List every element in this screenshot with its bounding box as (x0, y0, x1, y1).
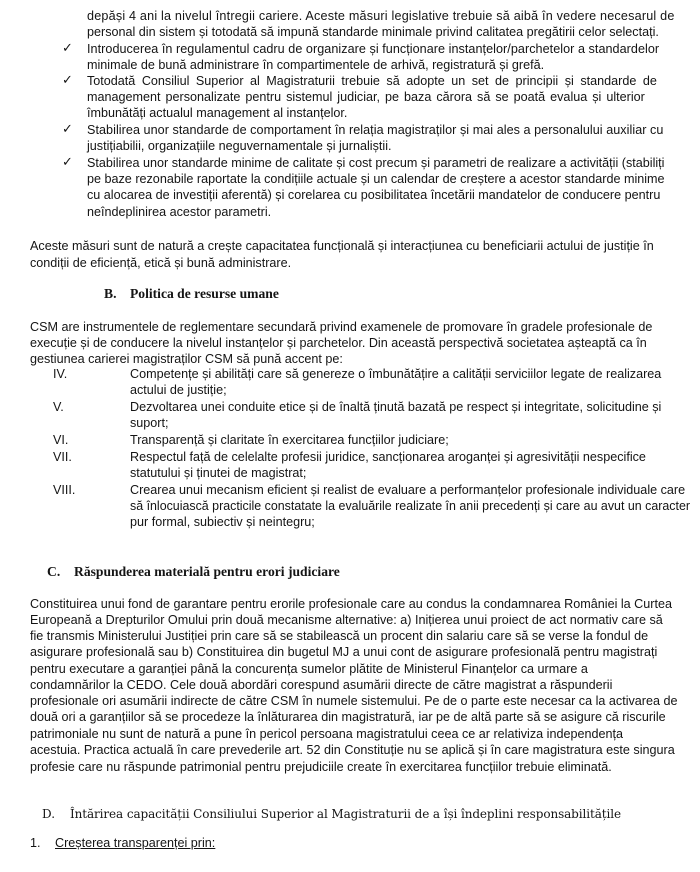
section-d-letter: D. (42, 807, 56, 821)
roman-item-4-line-1: să înlocuiască practicile constatate la evaluările realizate în anii precedenți și care au avut un caracter (130, 499, 691, 513)
item-text: Creșterea transparenței prin: (55, 836, 216, 850)
checkmark-icon: ✓ (62, 41, 73, 56)
paragraph-3-line-9: acestuia. Practica actuală în care prevederile art. 52 din Constituție nu se aplică și în care magistratura este singura (30, 743, 675, 757)
section-c-letter: C. (47, 564, 61, 579)
check-item-3-line-0: Stabilirea unor standarde de comportament în relația magistraților și mai ales a personalului auxiliar cu (87, 123, 664, 137)
roman-item-1-line-1: suport; (130, 416, 169, 430)
checkmark-icon: ✓ (62, 73, 73, 88)
paragraph-2-line-2: gestiunea carierei magistraților CSM să pună accent pe: (30, 352, 343, 366)
roman-item-1-line-0: Dezvoltarea unei conduite etice și de înaltă ținută bazată pe respect și integritate, solicitudine și (130, 400, 662, 414)
roman-numeral: V. (53, 400, 64, 414)
roman-numeral: IV. (53, 367, 68, 381)
paragraph-3-line-8: patrimoniale nu sunt de natură a pune în pericol persoana magistratului ceea ce ar relativiza independența (30, 727, 623, 741)
paragraph-3-line-7: două ori a garanțiilor să se procedeze la înlăturarea din magistratură, iar pe de altă parte să se asigure că riscurile (30, 710, 666, 724)
check-item-0-line-0: depăși 4 ani la nivelul întregii cariere. Aceste măsuri legislative trebuie să aibă în vedere necesarul de (87, 9, 675, 23)
paragraph-2-line-1: execuție și de conducere la nivelul instanțelor și parchetelor. Din această perspectivă societatea așteaptă ca în (30, 336, 647, 350)
paragraph-2-line-0: CSM are instrumentele de reglementare secundară privind examenele de promovare în gradele profesionale de (30, 320, 653, 334)
roman-numeral: VII. (53, 450, 72, 464)
paragraph-3-line-2: fie transmis Ministerului Justiției prin care să se stabilească un procent din salariu care să se verse la fondul de (30, 629, 649, 643)
roman-numeral: VIII. (53, 483, 76, 497)
check-item-2-line-1: management personalizate pentru sistemul judiciar, pe baza cărora să se poată evalua și ulterior (87, 90, 645, 104)
check-item-1-line-0: Introducerea în regulamentul cadru de organizare și funcționare instanțelor/parchetelor a standardelor (87, 42, 660, 56)
paragraph-3-line-4: pentru executare a garanției până la concurența sumelor plătite de Ministerul Finanțelor ca urmare a (30, 662, 588, 676)
section-d-title: Întărirea capacității Consiliului Superior al Magistraturii de a își îndeplini responsabilitățile (70, 807, 621, 821)
roman-item-0-line-0: Competențe și abilități care să genereze o îmbunătățire a calității serviciilor legate de realizarea (130, 367, 662, 381)
roman-item-4-line-2: pur formal, subiectiv și neintegru; (130, 515, 315, 529)
section-b-letter: B. (104, 286, 117, 301)
paragraph-3-line-0: Constituirea unui fond de garantare pentru erorile profesionale care au condus la condamnarea României la Curtea (30, 597, 672, 611)
section-c-title: Răspunderea materială pentru erori judiciare (74, 564, 340, 579)
check-item-1-line-1: minimale de bună administrare în compartimentele de arhivă, registratură și grefă. (87, 58, 545, 72)
section-b-title: Politica de resurse umane (130, 286, 279, 301)
check-item-3-line-1: justițiabilii, organizațiile neguvernamentale și jurnaliștii. (87, 139, 392, 153)
check-item-4-line-3: neîndeplinirea acestor parametri. (87, 205, 272, 219)
check-item-2-line-0: Totodată Consiliul Superior al Magistraturii trebuie să adopte un set de principii și standarde de (87, 74, 657, 88)
paragraph-3-line-6: profesionale ori asumării indirecte de către CSM în numele sistemului. Pe de o parte este necesar ca la activarea de (30, 694, 678, 708)
check-item-2-line-2: îmbunătăți actualul management al instanțelor. (87, 106, 348, 120)
check-item-4-line-1: pe baze rezonabile raportate la condițiile actuale și un calendar de creștere a acestor standarde minime (87, 172, 665, 186)
roman-item-0-line-1: actului de justiție; (130, 383, 227, 397)
item-number: 1. (30, 836, 41, 850)
paragraph-3-line-3: asigurare profesională sau b) Constituirea din bugetul MJ a unui cont de asigurare profesională pentru magistrați (30, 645, 658, 659)
paragraph-1-line-0: Aceste măsuri sunt de natură a crește capacitatea funcțională și interacțiunea cu beneficiarii actului de justiție în (30, 239, 654, 253)
check-item-0-line-1: personal din sistem și totodată să impună standarde minimale privind calitatea pregătirii celor selectați. (87, 25, 659, 39)
checkmark-icon: ✓ (62, 155, 73, 170)
paragraph-1-line-1: condiții de eficiență, etică și bună administrare. (30, 256, 292, 270)
paragraph-3-line-1: Europeană a Drepturilor Omului prin două mecanisme alternative: a) Inițierea unui proiect de act normativ care să (30, 613, 663, 627)
roman-item-4-line-0: Crearea unui mecanism eficient și realist de evaluare a performanțelor profesionale individuale care (130, 483, 686, 497)
paragraph-3-line-5: condamnărilor la CEDO. Cele două abordări corespund asumării directe de către magistrat a răspunderii (30, 678, 613, 692)
roman-item-3-line-0: Respectul față de celelalte profesii juridice, sancționarea aroganței și agresivității nespecifice (130, 450, 646, 464)
check-item-4-line-0: Stabilirea unor standarde minime de calitate și cost precum și parametri de realizare a activității (stabiliți (87, 156, 665, 170)
checkmark-icon: ✓ (62, 122, 73, 137)
roman-item-3-line-1: statutului și ținutei de magistrat; (130, 466, 307, 480)
check-item-4-line-2: cu alocarea de investiții aferentă) și corelarea cu posibilitatea încetării mandatelor de conducere pentru (87, 188, 661, 202)
roman-numeral: VI. (53, 433, 69, 447)
roman-item-2-line-0: Transparență și claritate în exercitarea funcțiilor judiciare; (130, 433, 449, 447)
paragraph-3-line-10: profesie care nu răspunde patrimonial pentru prejudiciile create în exercitarea funcțiilor trebuie eliminată. (30, 760, 612, 774)
